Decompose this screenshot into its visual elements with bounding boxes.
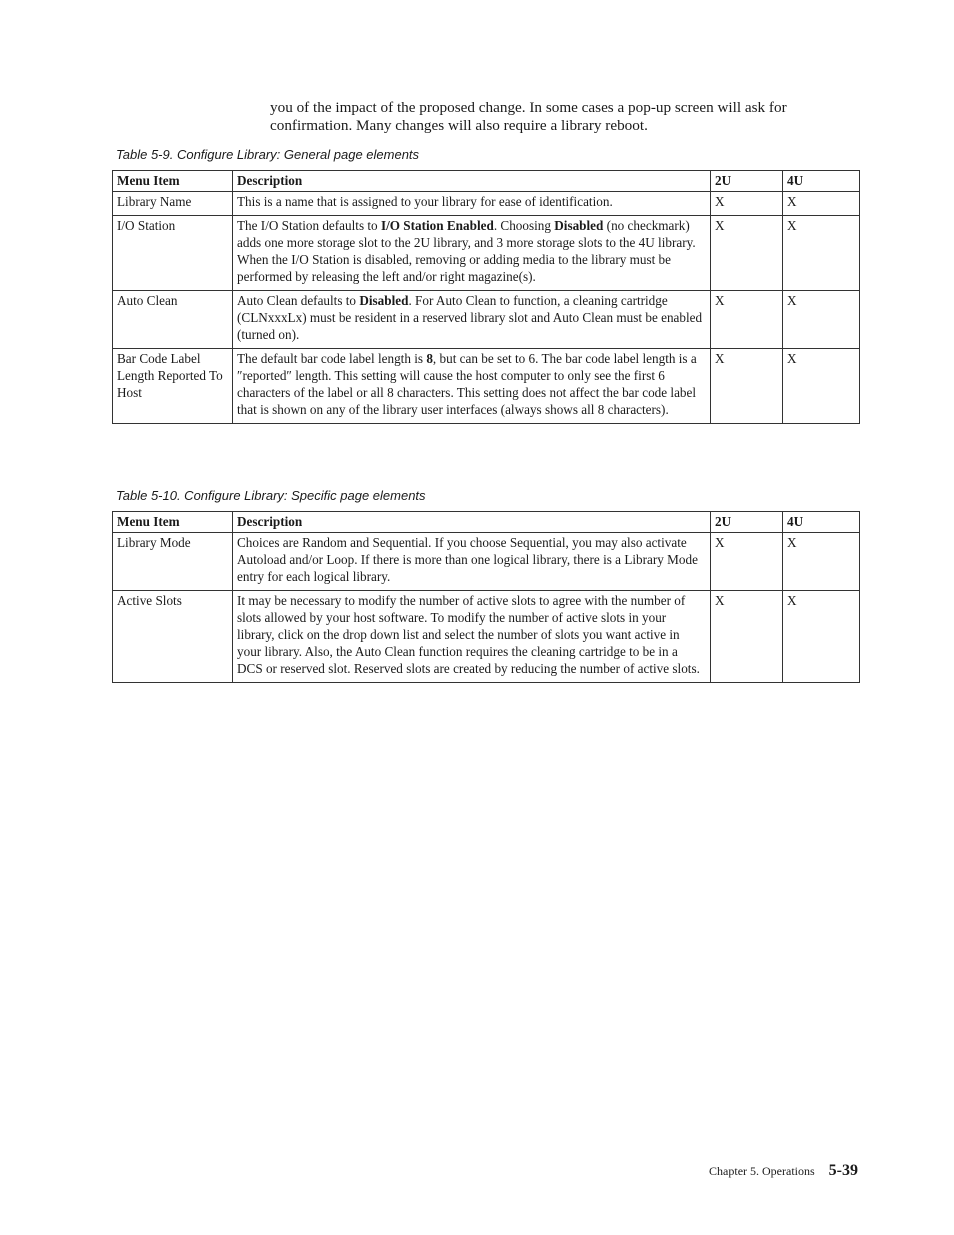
cell-menu-item: Auto Clean (113, 291, 233, 349)
cell-description (233, 291, 711, 349)
table-row (113, 216, 860, 291)
cell-menu-item: I/O Station (113, 216, 233, 291)
description-bold-text: Disabled (359, 293, 409, 308)
description-bold-text: 8 (426, 351, 433, 366)
cell-2u: X (711, 533, 783, 591)
description-text: Auto Clean defaults to (237, 293, 360, 308)
cell-2u: X (711, 349, 783, 424)
cell-description (233, 349, 711, 424)
table-row (113, 533, 860, 591)
cell-menu-item: Library Name (113, 192, 233, 216)
table-row (113, 591, 860, 683)
table-row (113, 192, 860, 216)
cell-description (233, 216, 711, 291)
header-menu-item: Menu Item (113, 512, 233, 533)
table-row (113, 291, 860, 349)
description-text: . Choosing (493, 218, 555, 233)
page-footer (709, 1162, 858, 1180)
description-text: , but can be set to 6. The bar code label length is a ″reported″ length. This setting will cause the host computer to only see the first 6 characters of the label or all 8 characters. This setting does not affect the bar code label that is shown on any of the library user interfaces (always shows all 8 characters). (237, 351, 697, 417)
description-text: The I/O Station defaults to (237, 218, 381, 233)
header-description: Description (233, 171, 711, 192)
header-description: Description (233, 512, 711, 533)
footer-chapter: Chapter 5. Operations (709, 1164, 815, 1178)
cell-menu-item: Bar Code Label Length Reported To Host (113, 349, 233, 424)
cell-4u: X (783, 591, 860, 683)
page-number: 5-39 (828, 1162, 858, 1179)
cell-description (233, 591, 711, 683)
general-page-elements-table (112, 170, 860, 424)
description-text: The default bar code label length is (237, 351, 427, 366)
header-2u: 2U (711, 512, 783, 533)
cell-description (233, 192, 711, 216)
table-5-9-caption: Table 5-9. Configure Library: General page elements (116, 147, 420, 162)
cell-2u: X (711, 291, 783, 349)
description-text: It may be necessary to modify the number of active slots to agree with the number of slots allowed by your host software. To modify the number of active slots in your library, click on the drop down list and select the number of slots you want active in your library. Also, the Auto Clean function requires the cleaning cartridge to be in a DCS or reserved slot. Reserved slots are created by reducing the number of active slots. (237, 593, 700, 676)
cell-4u: X (783, 192, 860, 216)
cell-2u: X (711, 216, 783, 291)
description-text: (no checkmark) adds one more storage slot to the 2U library, and 3 more storage slots to the 4U library. When the I/O Station is disabled, removing or adding media to the library must be performed by releasing the left and/or right magazine(s). (237, 218, 696, 284)
description-text: Choices are Random and Sequential. If you choose Sequential, you may also activate Autoload and/or Loop. If there is more than one logical library, there is a Library Mode entry for each logical library. (237, 535, 698, 584)
cell-2u: X (711, 591, 783, 683)
header-2u: 2U (711, 171, 783, 192)
header-4u: 4U (783, 512, 860, 533)
cell-menu-item: Library Mode (113, 533, 233, 591)
cell-4u: X (783, 349, 860, 424)
cell-description (233, 533, 711, 591)
table-row (113, 349, 860, 424)
specific-page-elements-table (112, 511, 860, 683)
description-text: . For Auto Clean to function, a cleaning cartridge (CLNxxxLx) must be resident in a reserved library slot and Auto Clean must be enabled (turned on). (237, 293, 703, 342)
table-header-row (113, 512, 860, 533)
header-4u: 4U (783, 171, 860, 192)
cell-4u: X (783, 216, 860, 291)
description-bold-text: I/O Station Enabled (380, 218, 494, 233)
cell-menu-item: Active Slots (113, 591, 233, 683)
cell-2u: X (711, 192, 783, 216)
description-text: This is a name that is assigned to your library for ease of identification. (237, 194, 613, 209)
intro-paragraph: you of the impact of the proposed change. In some cases a pop-up screen will ask for confirmation. Many changes will also require a library reboot. (270, 99, 787, 134)
table-header-row (113, 171, 860, 192)
description-bold-text: Disabled (554, 218, 604, 233)
header-menu-item: Menu Item (113, 171, 233, 192)
cell-4u: X (783, 291, 860, 349)
cell-4u: X (783, 533, 860, 591)
table-5-10-caption: Table 5-10. Configure Library: Specific page elements (116, 488, 426, 503)
